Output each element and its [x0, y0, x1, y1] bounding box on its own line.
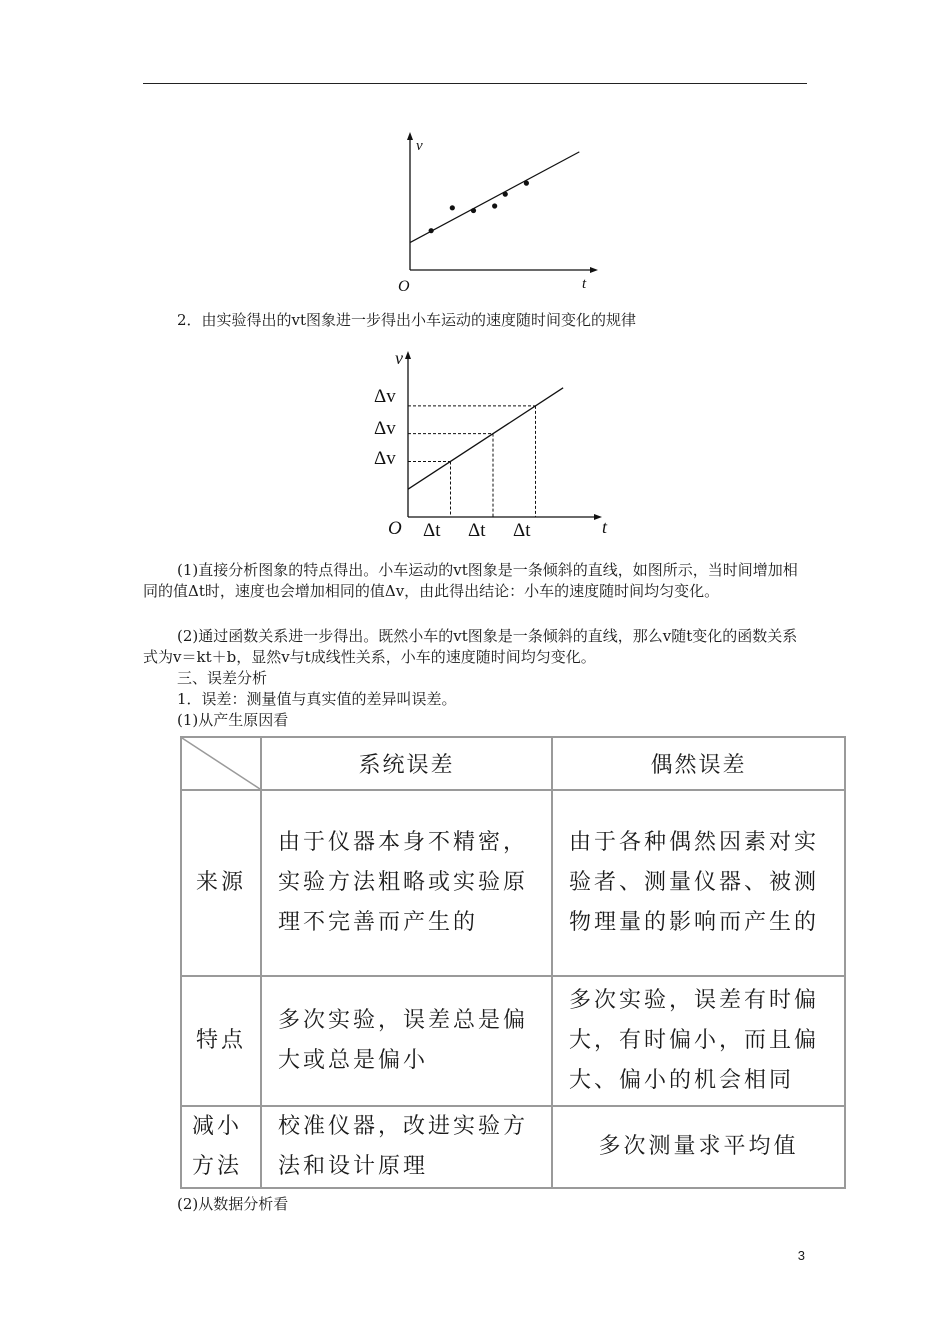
fig1-data-point [524, 181, 529, 186]
row-label-source: 来源 [181, 790, 261, 976]
header-accidental: 偶然误差 [552, 737, 845, 790]
fig2-origin-label: O [388, 518, 402, 539]
diagonal-line [182, 738, 260, 789]
fig1-data-point [471, 208, 476, 213]
fig1-y-label: v [416, 138, 423, 154]
fig2-dt-label-1: Δt [423, 520, 441, 541]
fig1-data-point [492, 203, 497, 208]
row-label-reduce: 减小方法 [181, 1106, 261, 1188]
error-table [180, 736, 846, 1189]
cell-source-systematic: 由于仪器本身不精密，实验方法粗略或实验原理不完善而产生的 [261, 790, 552, 976]
table-corner [181, 737, 261, 790]
item-3-1-a: (1)从产生原因看 [177, 711, 289, 729]
fig2-dv-label-2: Δv [374, 418, 396, 439]
header-systematic: 系统误差 [261, 737, 552, 790]
cell-source-accidental: 由于各种偶然因素对实验者、测量仪器、被测物理量的影响而产生的 [552, 790, 845, 976]
row-label-features: 特点 [181, 976, 261, 1106]
item-2-text: 2．由实验得出的vt图象进一步得出小车运动的速度随时间变化的规律 [177, 311, 637, 329]
fig1-axes [407, 132, 598, 273]
cell-reduce-systematic: 校准仪器，改进实验方法和设计原理 [261, 1106, 552, 1188]
page-number: 3 [797, 1248, 805, 1263]
cell-reduce-accidental: 多次测量求平均值 [552, 1106, 845, 1188]
cell-features-systematic: 多次实验，误差总是偏大或总是偏小 [261, 976, 552, 1106]
fig2-line [408, 388, 563, 489]
fig2-dv-label-1: Δv [374, 448, 396, 469]
fig1-origin-label: O [398, 278, 410, 295]
cell-features-accidental: 多次实验，误差有时偏大，有时偏小，而且偏大、偏小的机会相同 [552, 976, 845, 1106]
vt-linear-figure [366, 346, 628, 544]
fig2-y-label: v [395, 348, 403, 368]
fig2-x-arrow [594, 514, 602, 520]
paragraph-1: (1)直接分析图象的特点得出。小车运动的vt图象是一条倾斜的直线，如图所示，当时间增加相同的值Δt时，速度也会增加相同的值Δv，由此得出结论：小车的速度随时间均匀变化。 [143, 561, 798, 600]
fig1-y-arrow [407, 132, 413, 140]
fig2-guides [408, 406, 536, 517]
fig1-data-point [429, 228, 434, 233]
fig1-x-arrow [590, 267, 598, 273]
fig1-data-point [450, 205, 455, 210]
fig2-dt-label-3: Δt [513, 520, 531, 541]
fig2-dv-label-3: Δv [374, 386, 396, 407]
fig1-data-point [503, 192, 508, 197]
fig2-dt-label-2: Δt [468, 520, 486, 541]
item-3-1-b: (2)从数据分析看 [177, 1195, 289, 1213]
vt-scatter-figure [396, 128, 606, 300]
fig1-points [429, 181, 529, 234]
fig2-x-label: t [602, 517, 608, 537]
header-rule [143, 83, 807, 84]
paragraph-2: (2)通过函数关系进一步得出。既然小车的vt图象是一条倾斜的直线，那么v随t变化的函数关系式为v＝kt＋b，显然v与t成线性关系，小车的速度随时间均匀变化。 [143, 627, 798, 666]
section-3-title: 三、误差分析 [177, 669, 268, 687]
fig1-x-label: t [582, 276, 587, 292]
item-3-1: 1．误差：测量值与真实值的差异叫误差。 [177, 690, 457, 708]
fig2-y-arrow [405, 351, 411, 359]
fig1-fit-line [410, 152, 579, 243]
fig2-axes [405, 351, 602, 520]
